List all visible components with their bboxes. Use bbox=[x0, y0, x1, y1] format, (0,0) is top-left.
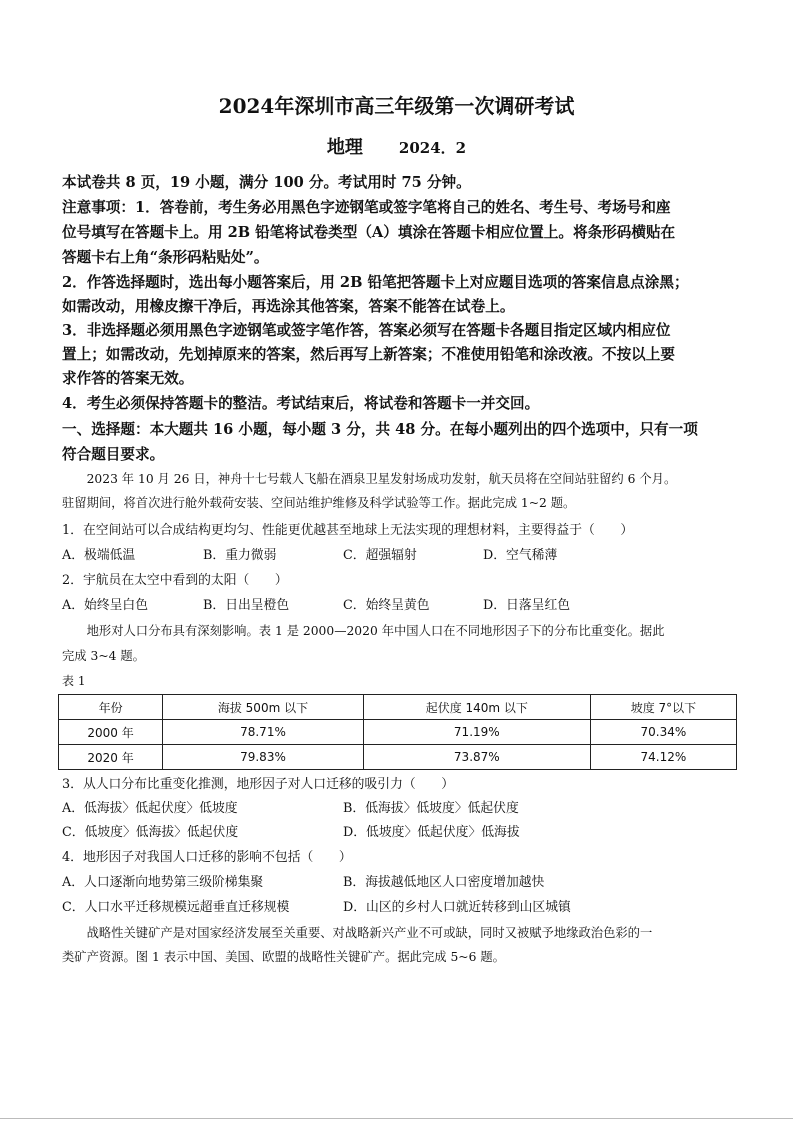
table-caption: 表 1 bbox=[62, 674, 86, 688]
exam-date: 2024．2 bbox=[398, 139, 467, 157]
cell: 74.12% bbox=[590, 745, 736, 770]
option: C．人口水平迁移规模远超垂直迁移规模 bbox=[62, 900, 290, 915]
option: B．日出呈橙色 bbox=[203, 598, 290, 613]
option: B．海拔越低地区人口密度增加越快 bbox=[343, 875, 545, 890]
instruction-line: 如需改动，用橡皮擦干净后，再选涂其他答案，答案不能答在试卷上。 bbox=[62, 298, 515, 315]
table-header-row bbox=[59, 695, 737, 720]
exam-subtitle bbox=[0, 133, 793, 159]
option: C．低坡度〉低海拔〉低起伏度 bbox=[62, 825, 239, 840]
option: D．日落呈红色 bbox=[483, 598, 571, 613]
instruction-line: 4．考生必须保持答题卡的整洁。考试结束后，将试卷和答题卡一并交回。 bbox=[62, 395, 540, 412]
passage-line: 战略性关键矿产是对国家经济发展至关重要、对战略新兴产业不可或缺，同时又被赋予地缘政治色彩的一 bbox=[62, 926, 653, 940]
option: D．低坡度〉低起伏度〉低海拔 bbox=[343, 825, 520, 840]
passage-line: 类矿产资源。图 1 表示中国、美国、欧盟的战略性关键矿产。据此完成 5~6 题。 bbox=[62, 950, 505, 964]
passage-line: 2023 年 10 月 26 日，神舟十七号载人飞船在酒泉卫星发射场成功发射，航天员将在空间站驻留约 6 个月。 bbox=[62, 472, 677, 486]
cell: 2000 年 bbox=[59, 720, 163, 745]
option: B．低海拔〉低坡度〉低起伏度 bbox=[343, 801, 519, 816]
passage-line: 驻留期间，将首次进行舱外载荷安装、空间站维护维修及科学试验等工作。据此完成 1~2 题。 bbox=[62, 496, 576, 510]
header-cell: 海拔 500m 以下 bbox=[163, 695, 364, 720]
instruction-line: 本试卷共 8 页，19 小题，满分 100 分。考试用时 75 分钟。 bbox=[62, 174, 471, 191]
option: C．超强辐射 bbox=[343, 548, 417, 563]
option: A．极端低温 bbox=[62, 548, 136, 563]
section-heading: 一、选择题：本大题共 16 小题，每小题 3 分，共 48 分。在每小题列出的四个选项中，只有一项 bbox=[62, 421, 698, 438]
header-cell: 年份 bbox=[59, 695, 163, 720]
option: A．人口逐渐向地势第三级阶梯集聚 bbox=[62, 875, 264, 890]
passage-line: 完成 3~4 题。 bbox=[62, 649, 145, 663]
option: C．始终呈黄色 bbox=[343, 598, 430, 613]
instruction-line: 3．非选择题必须用黑色字迹钢笔或签字笔作答，答案必须写在答题卡各题目指定区域内相应位 bbox=[62, 322, 671, 339]
cell: 71.19% bbox=[363, 720, 590, 745]
passage-line: 地形对人口分布具有深刻影响。表 1 是 2000—2020 年中国人口在不同地形因子下的分布比重变化。据此 bbox=[62, 624, 665, 638]
exam-title: 2024年深圳市高三年级第一次调研考试 bbox=[218, 94, 575, 118]
option: A．低海拔〉低起伏度〉低坡度 bbox=[62, 801, 238, 816]
cell: 73.87% bbox=[363, 745, 590, 770]
section-heading: 符合题目要求。 bbox=[62, 446, 165, 463]
population-table bbox=[58, 694, 737, 770]
option: A．始终呈白色 bbox=[62, 598, 149, 613]
instruction-line: 置上；如需改动，先划掉原来的答案，然后再写上新答案；不准使用铅笔和涂改液。不按以上要 bbox=[62, 346, 675, 363]
header-cell: 起伏度 140m 以下 bbox=[363, 695, 590, 720]
instruction-line: 答题卡右上角“条形码粘贴处”。 bbox=[62, 249, 269, 266]
instruction-line: 2．作答选择题时，选出每小题答案后，用 2B 铅笔把答题卡上对应题目选项的答案信息点涂黑； bbox=[62, 274, 689, 291]
option: D．山区的乡村人口就近转移到山区城镇 bbox=[343, 900, 571, 915]
cell: 2020 年 bbox=[59, 745, 163, 770]
table-row bbox=[59, 745, 737, 770]
instruction-line: 求作答的答案无效。 bbox=[62, 370, 194, 387]
option: D．空气稀薄 bbox=[483, 548, 558, 563]
question-stem: 1．在空间站可以合成结构更均匀、性能更优越甚至地球上无法实现的理想材料，主要得益于（ ） bbox=[62, 523, 634, 538]
instruction-line: 位号填写在答题卡上。用 2B 铅笔将试卷类型（A）填涂在答题卡相应位置上。将条形码横贴在 bbox=[62, 224, 676, 241]
cell: 79.83% bbox=[163, 745, 364, 770]
instruction-line: 注意事项：1．答卷前，考生务必用黑色字迹钢笔或签字笔将自己的姓名、考生号、考场号和座 bbox=[62, 199, 671, 216]
question-stem: 3．从人口分布比重变化推测，地形因子对人口迁移的吸引力（ ） bbox=[62, 777, 455, 792]
cell: 70.34% bbox=[590, 720, 736, 745]
cell: 78.71% bbox=[163, 720, 364, 745]
subject: 地理 bbox=[326, 137, 363, 158]
question-stem: 2．宇航员在太空中看到的太阳（ ） bbox=[62, 573, 288, 588]
table-row bbox=[59, 720, 737, 745]
page-bottom-divider bbox=[0, 1118, 793, 1119]
question-stem: 4．地形因子对我国人口迁移的影响不包括（ ） bbox=[62, 850, 352, 865]
header-cell: 坡度 7°以下 bbox=[590, 695, 736, 720]
option: B．重力微弱 bbox=[203, 548, 277, 563]
